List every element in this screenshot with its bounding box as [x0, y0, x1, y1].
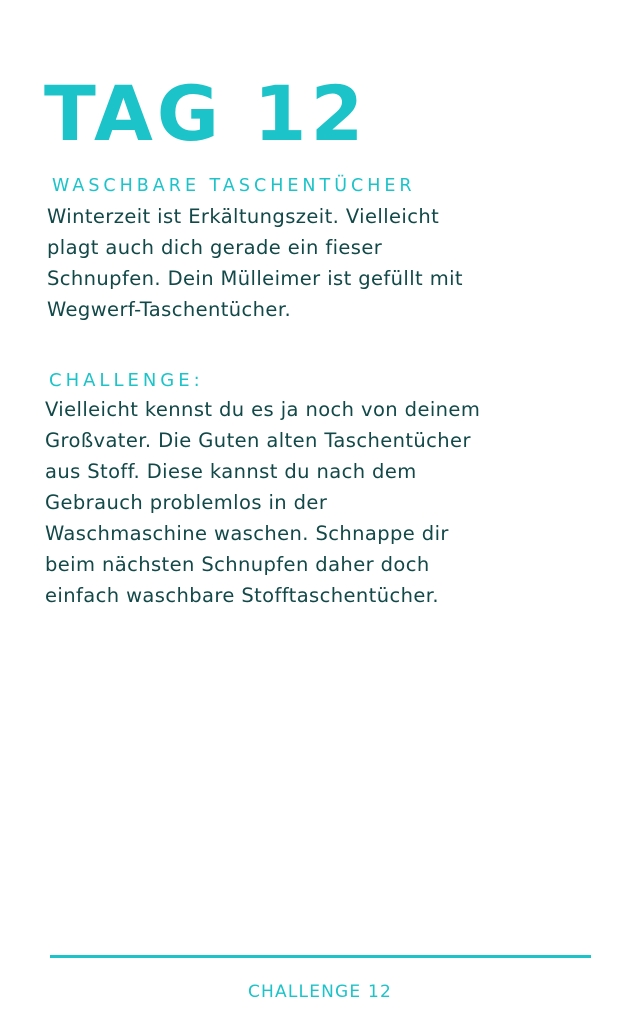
challenge-paragraph [45, 394, 605, 611]
challenge-line: Gebrauch problemlos in der [45, 491, 328, 514]
footer-divider [50, 955, 591, 958]
challenge-line: aus Stoff. Diese kannst du nach dem [45, 460, 417, 483]
challenge-line: Vielleicht kennst du es ja noch von deinem [45, 398, 481, 421]
page-title: TAG 12 [44, 69, 368, 158]
challenge-line: Waschmaschine waschen. Schnappe dir [45, 522, 449, 545]
challenge-line: beim nächsten Schnupfen daher doch [45, 553, 430, 576]
challenge-line: Großvater. Die Guten alten Taschentücher [45, 429, 471, 452]
challenge-line: einfach waschbare Stofftaschentücher. [45, 584, 439, 607]
challenge-heading: CHALLENGE: [49, 370, 204, 391]
footer-label: CHALLENGE 12 [247, 982, 393, 1002]
intro-line: Wegwerf-Taschentücher. [47, 298, 292, 321]
topic-subtitle: WASCHBARE TASCHENTÜCHER [52, 176, 416, 196]
intro-line: plagt auch dich gerade ein fieser [47, 236, 383, 259]
intro-line: Winterzeit ist Erkältungszeit. Vielleicht [47, 205, 440, 228]
intro-paragraph [47, 201, 592, 325]
intro-line: Schnupfen. Dein Mülleimer ist gefüllt mit [47, 267, 463, 290]
